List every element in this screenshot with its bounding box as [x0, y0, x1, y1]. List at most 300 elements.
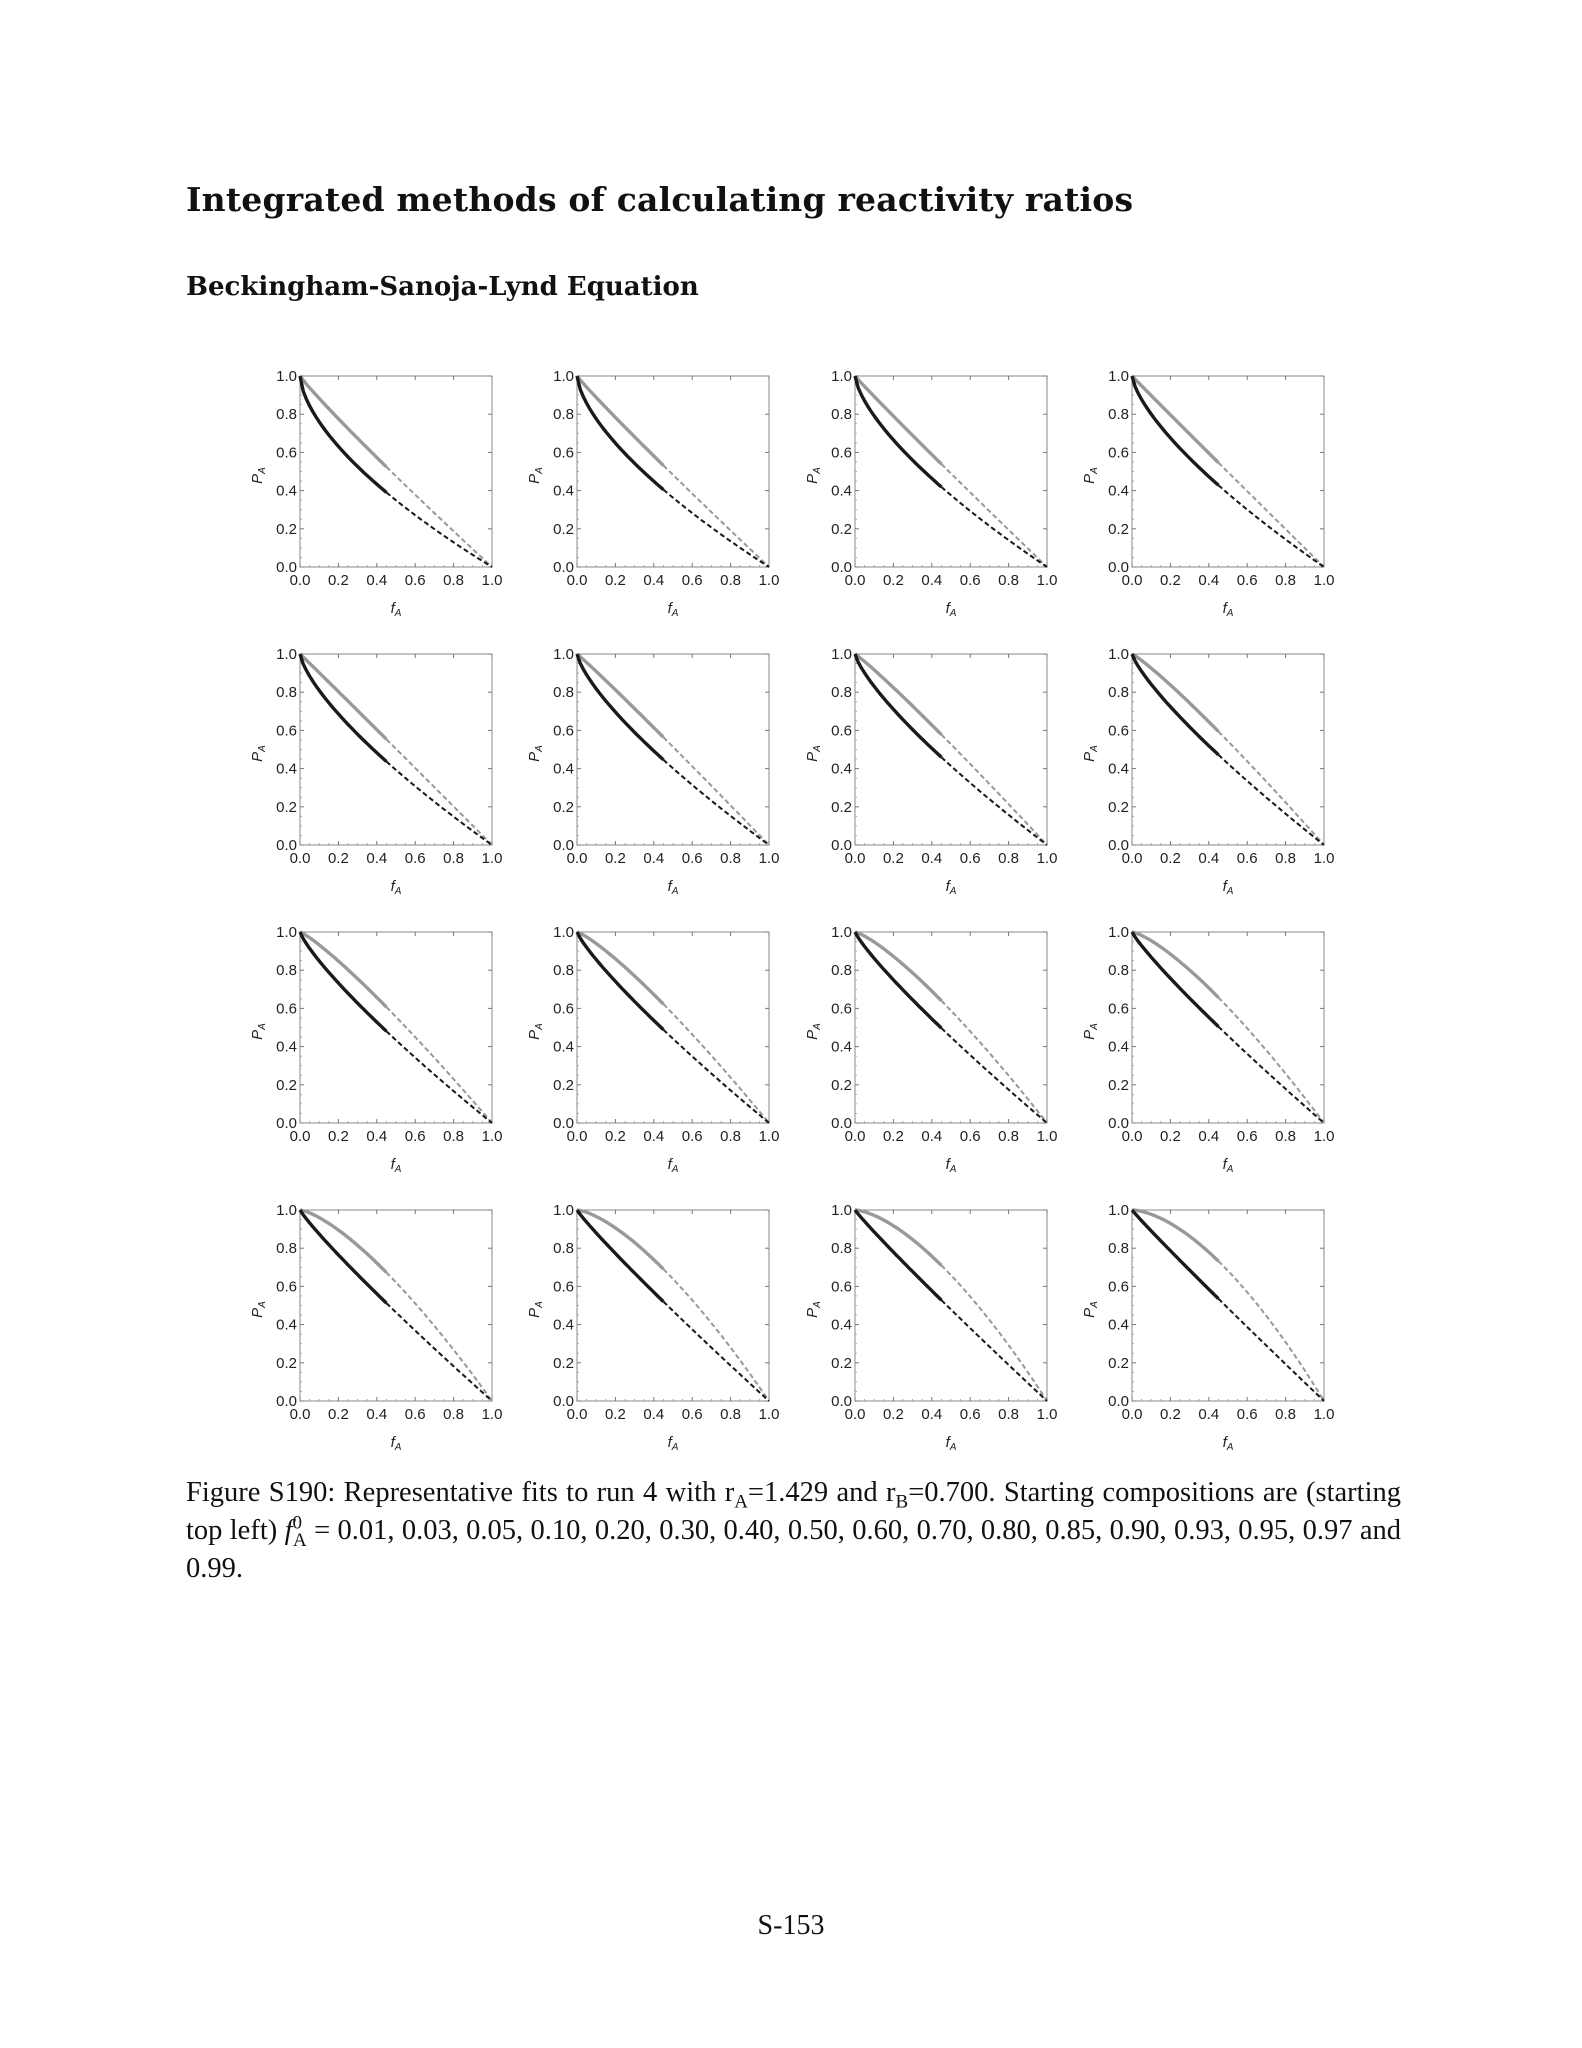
series-fa-gray-line-solid [855, 932, 941, 1001]
x-tick-label: 0.2 [882, 1128, 904, 1145]
plot-panel-3 [804, 368, 1057, 619]
series-pa-dark-line-dashed [386, 492, 492, 567]
y-axis-label: $P_A$ [804, 1023, 823, 1040]
y-axis-label-sub: A [1089, 467, 1100, 474]
y-tick-label: 0.4 [1108, 482, 1129, 500]
x-tick-label: 0.0 [1121, 572, 1143, 589]
x-axis-label: $f_A$ [1222, 1156, 1234, 1175]
y-tick-label: 0.4 [276, 482, 297, 500]
plot-frame [1132, 932, 1324, 1123]
series-fa-gray-line-solid [577, 376, 663, 466]
y-tick-label: 0.6 [553, 1000, 574, 1018]
x-axis-label: $f_A$ [390, 1434, 402, 1453]
series-pa-dark-line-solid [855, 654, 941, 757]
plot-frame [855, 1210, 1047, 1401]
y-axis-label: $P_A$ [526, 467, 545, 484]
x-tick-label: 0.4 [1198, 572, 1220, 589]
y-tick-label: 0.4 [831, 1038, 852, 1056]
x-tick-label: 0.2 [327, 572, 349, 589]
x-tick-label: 0.6 [1236, 572, 1258, 589]
y-tick-label: 0.2 [553, 1354, 574, 1372]
y-axis-label-sub: A [534, 1023, 545, 1030]
x-axis-label-sub: A [1226, 886, 1234, 897]
x-tick-label: 0.4 [366, 1406, 388, 1423]
x-tick-label: 0.8 [443, 850, 465, 867]
series-pa-dark-line-solid [1132, 1210, 1218, 1299]
series-fa-gray-line-dashed [386, 739, 492, 845]
series-pa-dark-line-dashed [386, 762, 492, 846]
y-tick-label: 0.4 [276, 760, 297, 778]
y-tick-label: 0.8 [553, 684, 574, 702]
x-tick-label: 0.0 [566, 850, 588, 867]
x-axis-label: $f_A$ [390, 1156, 402, 1175]
x-tick-label: 0.0 [289, 572, 311, 589]
x-axis-label: $f_A$ [945, 1156, 957, 1175]
series-pa-dark-line-solid [1132, 654, 1218, 755]
x-tick-label: 1.0 [481, 572, 503, 589]
x-tick-label: 0.4 [643, 1128, 665, 1145]
x-tick-label: 0.2 [1159, 850, 1181, 867]
y-axis-label: $P_A$ [1081, 745, 1100, 762]
plot-panel-12 [1081, 924, 1334, 1175]
x-tick-label: 0.6 [681, 1406, 703, 1423]
y-tick-label: 1.0 [553, 646, 574, 663]
y-tick-label: 0.8 [276, 406, 297, 424]
y-tick-label: 0.4 [276, 1038, 297, 1056]
series-pa-dark-line-solid [577, 654, 663, 760]
series-pa-dark-line-dashed [941, 1028, 1047, 1123]
y-axis-label-sub: A [1089, 745, 1100, 752]
series-fa-gray-line-dashed [1218, 998, 1324, 1124]
y-tick-label: 0.2 [831, 1076, 852, 1094]
series-fa-gray-line-dashed [1218, 1261, 1324, 1401]
caption-sub-a: A [734, 1491, 748, 1513]
x-tick-label: 0.8 [443, 1128, 465, 1145]
plot-panel-7 [804, 646, 1057, 897]
x-tick-label: 0.6 [1236, 1128, 1258, 1145]
x-tick-label: 0.0 [289, 1406, 311, 1423]
y-axis-label: $P_A$ [1081, 1023, 1100, 1040]
x-axis-label-sub: A [949, 1164, 957, 1175]
x-axis-label-sub: A [1226, 1442, 1234, 1453]
x-tick-label: 0.0 [566, 1128, 588, 1145]
y-tick-label: 1.0 [1108, 646, 1129, 663]
x-tick-label: 0.8 [443, 572, 465, 589]
x-tick-label: 1.0 [758, 572, 780, 589]
y-tick-label: 0.8 [276, 1240, 297, 1258]
y-axis-label: $P_A$ [804, 1301, 823, 1318]
x-tick-label: 0.8 [1275, 850, 1297, 867]
y-tick-label: 0.8 [1108, 1240, 1129, 1258]
x-tick-label: 0.0 [1121, 850, 1143, 867]
caption-text-4: = 0.01, 0.03, 0.05, 0.10, 0.20, 0.30, 0.40, 0.50, 0.60, 0.70, 0.80, 0.85, 0.90, 0.93, 0.95, 0.97 and 0.99. [186, 1515, 1401, 1584]
x-axis-label: $f_A$ [667, 1156, 679, 1175]
series-fa-gray-line-solid [300, 654, 386, 739]
series-fa-gray-line-solid [1132, 376, 1218, 463]
y-axis-label-sub: A [812, 1023, 823, 1030]
x-tick-label: 0.8 [998, 572, 1020, 589]
plot-frame [1132, 654, 1324, 845]
y-axis-label-sub: A [1089, 1023, 1100, 1030]
y-tick-label: 0.0 [831, 559, 852, 576]
series-fa-gray-line-dashed [941, 464, 1047, 567]
y-tick-label: 0.0 [553, 559, 574, 576]
y-tick-label: 0.6 [553, 722, 574, 740]
y-tick-label: 0.2 [831, 1354, 852, 1372]
x-axis-label-sub: A [949, 608, 957, 619]
series-fa-gray-line-dashed [663, 737, 769, 845]
x-axis-label-sub: A [949, 1442, 957, 1453]
y-tick-label: 0.6 [831, 1000, 852, 1018]
y-axis-label-sub: A [1089, 1301, 1100, 1308]
y-axis-label: $P_A$ [526, 1023, 545, 1040]
caption-f-symbol: f [284, 1515, 293, 1546]
y-tick-label: 0.8 [1108, 962, 1129, 980]
x-tick-label: 0.8 [998, 850, 1020, 867]
plot-panel-6 [526, 646, 779, 897]
y-tick-label: 0.0 [831, 1393, 852, 1410]
y-axis-label: $P_A$ [249, 467, 268, 484]
series-fa-gray-line-solid [855, 376, 941, 464]
series-pa-dark-line-solid [300, 1210, 386, 1303]
x-axis-label-sub: A [671, 1442, 679, 1453]
series-fa-gray-line-dashed [941, 1265, 1047, 1401]
x-tick-label: 0.4 [643, 850, 665, 867]
x-tick-label: 0.8 [1275, 1406, 1297, 1423]
y-tick-label: 0.2 [553, 798, 574, 816]
y-tick-label: 0.6 [276, 444, 297, 462]
x-tick-label: 0.6 [404, 1406, 426, 1423]
x-tick-label: 0.2 [604, 1128, 626, 1145]
x-tick-label: 0.4 [366, 572, 388, 589]
plot-panel-16 [1081, 1202, 1334, 1453]
y-axis-label: $P_A$ [249, 1023, 268, 1040]
y-tick-label: 0.8 [831, 1240, 852, 1258]
series-pa-dark-line-solid [855, 932, 941, 1028]
y-tick-label: 1.0 [831, 368, 852, 385]
x-tick-label: 0.8 [1275, 572, 1297, 589]
x-tick-label: 0.0 [566, 572, 588, 589]
y-tick-label: 0.2 [276, 520, 297, 538]
x-tick-label: 0.2 [604, 572, 626, 589]
x-tick-label: 1.0 [1036, 572, 1058, 589]
x-axis-label: $f_A$ [945, 878, 957, 897]
x-axis-label: $f_A$ [667, 878, 679, 897]
y-axis-label: $P_A$ [1081, 467, 1100, 484]
x-tick-label: 0.4 [921, 1406, 943, 1423]
x-tick-label: 0.6 [404, 850, 426, 867]
y-tick-label: 0.0 [1108, 837, 1129, 854]
x-tick-label: 0.2 [604, 1406, 626, 1423]
x-tick-label: 0.0 [289, 850, 311, 867]
series-pa-dark-line-dashed [941, 757, 1047, 845]
plot-panel-2 [526, 368, 779, 619]
x-tick-label: 0.0 [844, 572, 866, 589]
x-tick-label: 0.2 [882, 850, 904, 867]
x-tick-label: 0.4 [643, 572, 665, 589]
x-tick-label: 0.0 [844, 1128, 866, 1145]
y-tick-label: 0.0 [831, 837, 852, 854]
y-tick-label: 0.2 [1108, 520, 1129, 538]
y-tick-label: 0.2 [553, 520, 574, 538]
y-axis-label: $P_A$ [249, 1301, 268, 1318]
series-fa-gray-line-solid [577, 654, 663, 737]
x-tick-label: 0.6 [959, 572, 981, 589]
y-tick-label: 0.8 [553, 406, 574, 424]
plot-frame [300, 376, 492, 567]
x-axis-label-sub: A [949, 886, 957, 897]
plot-panel-13 [249, 1202, 502, 1453]
series-pa-dark-line-solid [1132, 932, 1218, 1027]
y-tick-label: 0.4 [553, 1038, 574, 1056]
plot-panel-10 [526, 924, 779, 1175]
y-tick-label: 0.2 [276, 798, 297, 816]
y-tick-label: 0.8 [553, 1240, 574, 1258]
x-tick-label: 1.0 [481, 850, 503, 867]
y-tick-label: 0.6 [553, 444, 574, 462]
y-tick-label: 0.8 [831, 684, 852, 702]
x-tick-label: 1.0 [758, 850, 780, 867]
plot-panel-1 [249, 368, 502, 619]
caption-f-sup: 0 [292, 1512, 302, 1534]
y-tick-label: 1.0 [276, 924, 297, 941]
x-tick-label: 0.6 [681, 1128, 703, 1145]
x-tick-label: 0.8 [720, 1128, 742, 1145]
x-tick-label: 0.2 [1159, 1406, 1181, 1423]
x-axis-label-sub: A [671, 608, 679, 619]
series-pa-dark-line-dashed [941, 487, 1047, 567]
x-tick-label: 0.6 [681, 850, 703, 867]
series-pa-dark-line-solid [855, 376, 941, 487]
section-title: Integrated methods of calculating reactivity ratios [186, 180, 1134, 219]
x-tick-label: 0.6 [959, 850, 981, 867]
y-tick-label: 0.6 [1108, 1278, 1129, 1296]
y-axis-label: $P_A$ [249, 745, 268, 762]
x-tick-label: 0.2 [1159, 572, 1181, 589]
y-tick-label: 0.4 [553, 482, 574, 500]
plot-frame [577, 932, 769, 1123]
y-tick-label: 1.0 [1108, 368, 1129, 385]
series-fa-gray-line-dashed [941, 1001, 1047, 1123]
series-fa-gray-line-dashed [663, 1004, 769, 1123]
x-tick-label: 0.4 [921, 850, 943, 867]
y-tick-label: 0.8 [831, 962, 852, 980]
y-tick-label: 0.8 [553, 962, 574, 980]
x-tick-label: 0.8 [720, 572, 742, 589]
series-pa-dark-line-solid [300, 932, 386, 1031]
y-tick-label: 0.2 [1108, 798, 1129, 816]
x-tick-label: 0.4 [366, 1128, 388, 1145]
series-fa-gray-line-solid [300, 1210, 386, 1272]
x-axis-label-sub: A [394, 1164, 402, 1175]
y-tick-label: 0.4 [831, 760, 852, 778]
plot-frame [855, 932, 1047, 1123]
x-axis-label: $f_A$ [667, 1434, 679, 1453]
y-tick-label: 1.0 [1108, 1202, 1129, 1219]
x-tick-label: 0.8 [1275, 1128, 1297, 1145]
subsection-title: Beckingham-Sanoja-Lynd Equation [186, 272, 699, 302]
y-tick-label: 1.0 [553, 1202, 574, 1219]
y-axis-label-sub: A [257, 1301, 268, 1308]
series-fa-gray-line-solid [300, 932, 386, 1007]
y-tick-label: 0.6 [831, 444, 852, 462]
caption-text-1: Representative fits to run 4 with r [335, 1477, 735, 1508]
page-number: S-153 [757, 1910, 825, 1941]
y-tick-label: 0.4 [553, 760, 574, 778]
x-tick-label: 0.6 [1236, 850, 1258, 867]
y-tick-label: 1.0 [276, 1202, 297, 1219]
x-tick-label: 0.8 [998, 1406, 1020, 1423]
plot-panel-8 [1081, 646, 1334, 897]
y-tick-label: 0.6 [276, 1278, 297, 1296]
y-tick-label: 0.2 [1108, 1076, 1129, 1094]
x-tick-label: 1.0 [1036, 1128, 1058, 1145]
y-tick-label: 0.2 [553, 1076, 574, 1094]
y-tick-label: 1.0 [831, 646, 852, 663]
x-axis-label-sub: A [671, 1164, 679, 1175]
x-tick-label: 0.0 [1121, 1128, 1143, 1145]
y-tick-label: 0.0 [831, 1115, 852, 1132]
series-fa-gray-line-solid [1132, 654, 1218, 732]
x-tick-label: 0.0 [289, 1128, 311, 1145]
x-axis-label: $f_A$ [667, 600, 679, 619]
series-fa-gray-line-solid [577, 932, 663, 1004]
y-axis-label: $P_A$ [526, 745, 545, 762]
series-fa-gray-line-dashed [386, 1007, 492, 1123]
y-tick-label: 1.0 [276, 646, 297, 663]
y-tick-label: 0.4 [831, 482, 852, 500]
caption-lead: Figure S190: [186, 1477, 336, 1508]
x-tick-label: 0.4 [643, 1406, 665, 1423]
y-tick-label: 0.0 [553, 1115, 574, 1132]
y-tick-label: 0.8 [276, 962, 297, 980]
x-tick-label: 0.6 [959, 1406, 981, 1423]
series-pa-dark-line-dashed [941, 1300, 1047, 1401]
y-tick-label: 0.6 [1108, 722, 1129, 740]
x-tick-label: 1.0 [481, 1128, 503, 1145]
series-pa-dark-line-dashed [663, 760, 769, 845]
x-axis-label: $f_A$ [1222, 1434, 1234, 1453]
x-axis-label-sub: A [394, 886, 402, 897]
y-tick-label: 0.6 [276, 722, 297, 740]
y-tick-label: 1.0 [831, 1202, 852, 1219]
y-tick-label: 0.4 [831, 1316, 852, 1334]
y-tick-label: 0.0 [1108, 559, 1129, 576]
x-axis-label: $f_A$ [390, 600, 402, 619]
y-tick-label: 0.6 [553, 1278, 574, 1296]
y-tick-label: 0.6 [1108, 1000, 1129, 1018]
plot-panel-14 [526, 1202, 779, 1453]
x-tick-label: 1.0 [1036, 1406, 1058, 1423]
series-fa-gray-line-dashed [1218, 732, 1324, 846]
x-tick-label: 1.0 [758, 1128, 780, 1145]
x-tick-label: 1.0 [1313, 1406, 1335, 1423]
y-tick-label: 0.8 [831, 406, 852, 424]
x-axis-label: $f_A$ [945, 600, 957, 619]
x-tick-label: 0.4 [1198, 1406, 1220, 1423]
series-pa-dark-line-solid [577, 932, 663, 1030]
series-fa-gray-line-dashed [386, 1272, 492, 1401]
series-pa-dark-line-dashed [663, 1302, 769, 1401]
series-pa-dark-line-dashed [1218, 485, 1324, 567]
y-tick-label: 0.2 [276, 1354, 297, 1372]
x-tick-label: 0.4 [366, 850, 388, 867]
x-tick-label: 0.2 [327, 850, 349, 867]
x-tick-label: 0.2 [1159, 1128, 1181, 1145]
x-axis-label: $f_A$ [1222, 878, 1234, 897]
y-tick-label: 0.2 [276, 1076, 297, 1094]
x-tick-label: 0.0 [844, 850, 866, 867]
x-tick-label: 1.0 [1313, 850, 1335, 867]
y-tick-label: 0.0 [276, 1393, 297, 1410]
x-tick-label: 1.0 [1313, 1128, 1335, 1145]
x-axis-label: $f_A$ [1222, 600, 1234, 619]
plot-frame [300, 1210, 492, 1401]
y-axis-label-sub: A [812, 1301, 823, 1308]
y-axis-label-sub: A [812, 467, 823, 474]
x-tick-label: 1.0 [1313, 572, 1335, 589]
plot-frame [855, 654, 1047, 845]
y-tick-label: 0.0 [553, 837, 574, 854]
y-tick-label: 1.0 [553, 368, 574, 385]
plot-panel-9 [249, 924, 502, 1175]
x-tick-label: 0.4 [921, 572, 943, 589]
x-tick-label: 0.6 [404, 572, 426, 589]
x-tick-label: 0.4 [1198, 1128, 1220, 1145]
y-tick-label: 0.0 [276, 1115, 297, 1132]
x-tick-label: 0.0 [1121, 1406, 1143, 1423]
x-tick-label: 0.6 [681, 572, 703, 589]
x-axis-label-sub: A [394, 608, 402, 619]
y-tick-label: 0.0 [1108, 1115, 1129, 1132]
y-tick-label: 1.0 [553, 924, 574, 941]
y-tick-label: 0.0 [276, 837, 297, 854]
series-pa-dark-line-dashed [1218, 1299, 1324, 1401]
y-tick-label: 0.2 [1108, 1354, 1129, 1372]
y-tick-label: 0.8 [1108, 406, 1129, 424]
series-fa-gray-line-dashed [386, 467, 492, 567]
series-fa-gray-line-dashed [663, 466, 769, 568]
y-axis-label-sub: A [534, 467, 545, 474]
y-axis-label-sub: A [257, 467, 268, 474]
x-tick-label: 0.4 [921, 1128, 943, 1145]
y-axis-label: $P_A$ [804, 745, 823, 762]
x-axis-label: $f_A$ [945, 1434, 957, 1453]
x-tick-label: 0.2 [604, 850, 626, 867]
x-tick-label: 0.8 [998, 1128, 1020, 1145]
y-tick-label: 0.4 [1108, 1038, 1129, 1056]
y-axis-label: $P_A$ [804, 467, 823, 484]
x-tick-label: 0.0 [566, 1406, 588, 1423]
caption-text-2: =1.429 and r [747, 1477, 896, 1508]
y-tick-label: 1.0 [831, 924, 852, 941]
y-tick-label: 1.0 [1108, 924, 1129, 941]
series-pa-dark-line-dashed [386, 1303, 492, 1401]
x-tick-label: 0.8 [443, 1406, 465, 1423]
x-tick-label: 1.0 [1036, 850, 1058, 867]
y-axis-label-sub: A [812, 745, 823, 752]
plot-panel-5 [249, 646, 502, 897]
series-fa-gray-line-dashed [663, 1269, 769, 1401]
x-axis-label-sub: A [671, 886, 679, 897]
series-fa-gray-line-dashed [941, 735, 1047, 845]
y-axis-label-sub: A [534, 745, 545, 752]
y-tick-label: 0.0 [553, 1393, 574, 1410]
x-tick-label: 0.6 [404, 1128, 426, 1145]
caption-f-sub: A [293, 1529, 307, 1551]
y-axis-label-sub: A [257, 745, 268, 752]
y-tick-label: 0.0 [276, 559, 297, 576]
